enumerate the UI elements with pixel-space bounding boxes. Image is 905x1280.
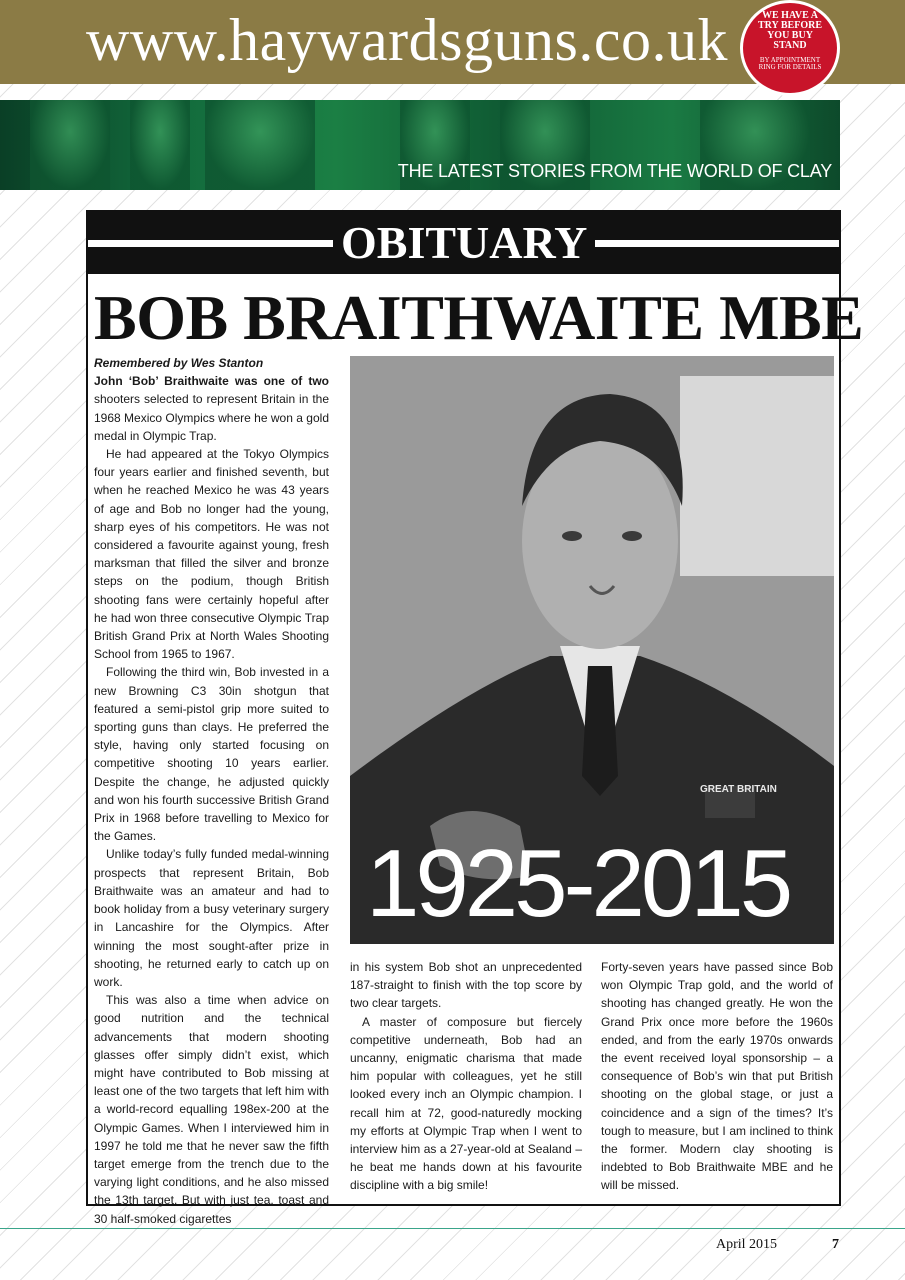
portrait-photo [350,356,834,944]
years-overlay: 1925-2015 [366,830,790,937]
badge-sub-text: BY APPOINTMENT RING FOR DETAILS [758,56,822,71]
body-paragraph: Unlike today’s fully funded medal-winning prospects that represent Britain, Bob Braithwaite was an amateur and had to book holiday from a busy veterinary surgery in Lancashire for the Olympics. After winning the most sought-after prize in shooting, he returned early to catch up on work. [94,847,329,989]
banner-tagline: THE LATEST STORIES FROM THE WORLD OF CLAY [397,161,832,181]
page-number: 7 [832,1237,839,1252]
article-frame [86,210,864,1226]
badge-main-text: WE HAVE A TRY BEFORE YOU BUY STAND [757,10,822,51]
article-column-2 [350,958,582,1195]
body-paragraph: A master of composure but fiercely competitive underneath, Bob had an uncanny, enigmatic charisma that made him popular with colleagues, yet he still looked every inch an Olympic champion. I recall him at 72, good-naturedly mocking my efforts at Olympic Trap when I went to interview him as a 27-year-old at Sealand – he beat me hands down at his favourite discipline with a big smile! [350,1014,582,1193]
body-paragraph: in his system Bob shot an unprecedented 187-straight to finish with the top score by two clear targets. [350,960,582,1011]
footer-rule [0,1228,905,1229]
site-url[interactable]: www.haywardsguns.co.uk [86,7,728,73]
intro-paragraph [94,354,329,445]
body-paragraph: Following the third win, Bob invested in a new Browning C3 30in shotgun that featured a semi-pistol grip more suited to sporting guns than clays. He preferred the style, having only started focusing on competitive shooting 10 years earlier. Despite the change, he adjusted quickly and won his fourth successive British Grand Prix in 1968 before travelling to Mexico for the Games. [94,665,329,844]
blazer-text: GREAT BRITAIN [700,784,777,795]
section-label: OBITUARY [333,214,595,272]
try-before-you-buy-badge [740,0,840,96]
banner-photo [130,100,190,190]
section-band [88,212,839,274]
lead-text: John ‘Bob’ Braithwaite was one of two [94,374,329,389]
body-paragraph: Forty-seven years have passed since Bob won Olympic Trap gold, and the world of shooting has changed greatly. He won the Grand Prix once more before the 1960s ended, and from the early 1970s onwards the event received loyal sponsorship – a consequence of Bob’s win that put British shooting on the global stage, or just a coincidence and a sign of the times? It’s tough to measure, but I am inclined to think the former. Modern clay shooting is indebted to Bob Braithwaite MBE and he will be missed. [601,960,833,1193]
article-column-3 [601,958,833,1195]
issue-date: April 2015 [716,1237,778,1252]
banner-photo [205,100,315,190]
article-headline: BOB BRAITHWAITE MBE [94,282,864,353]
body-paragraph: He had appeared at the Tokyo Olympics four years earlier and finished seventh, but when he reached Mexico he was 43 years of age and Bob no longer had the young, sharp eyes of his competitors. He was not considered a favourite against young, fresh marksman that filled the silver and bronze steps on the podium, though British shooting fans were certainly hopeful after he had won three consecutive Olympic Trap British Grand Prix at North Wales Shooting School from 1965 to 1967. [94,447,329,662]
body-paragraph: This was also a time when advice on good nutrition and the technical advancements that modern shooting glasses offer simply didn’t exist, which might have contributed to Bob missing at least one of the two targets that left him with a world-record equalling 198ex-200 at the Olympic Games. When I interviewed him in 1997 he told me that he never saw the fifth target emerge from the trench due to the varying light conditions, and he also missed the 13th target. But with just tea, toast and 30 half-smoked cigarettes [94,993,329,1226]
photo-banner [0,100,840,190]
banner-photo [30,100,110,190]
byline: Remembered by Wes Stanton [94,356,264,370]
lead-rest: shooters selected to represent Britain in the 1968 Mexico Olympics where he won a gold medal in Olympic Trap. [94,392,329,443]
article-column-1 [94,354,329,1228]
